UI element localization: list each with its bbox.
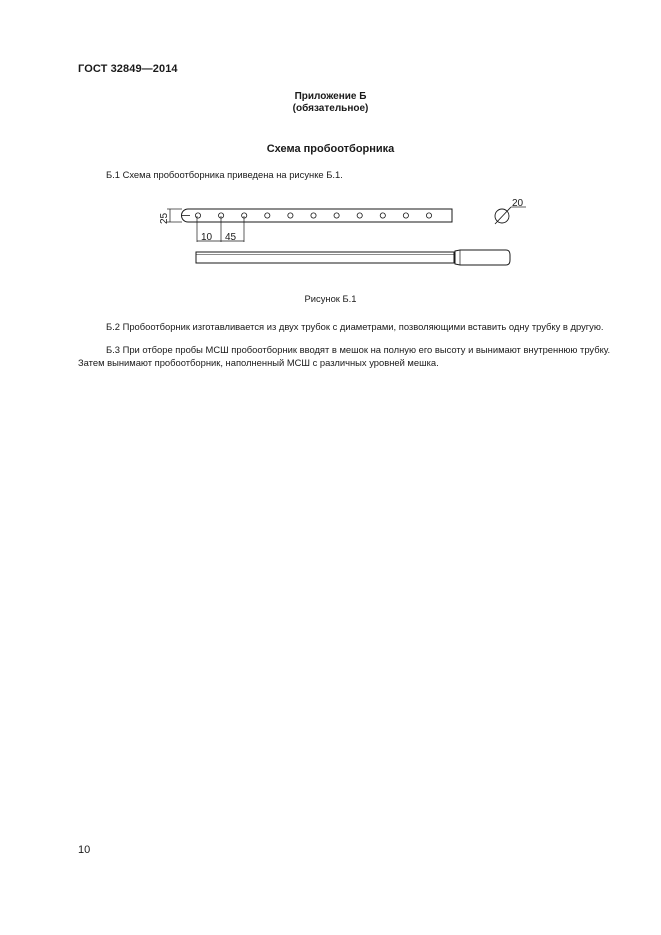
dim-first-hole-label: 10 [201,232,213,243]
paragraph-b1-text: Б.1 Схема пробоотборника приведена на рисунке Б.1. [106,169,343,180]
paragraph-b3-text: Б.3 При отборе пробы МСШ пробоотборник вводят в мешок на полную его высоту и вынимают внутреннюю трубку. Затем вынимают пробоотборник, наполненный МСШ с различных уровней мешка. [78,344,611,368]
inner-tube-handle [455,250,510,265]
section-title: Схема пробоотборника [266,143,395,155]
paragraph-b2-text: Б.2 Пробоотборник изготавливается из двух трубок с диаметрами, позволяющими вставить одну трубку в другую. [106,321,604,332]
dim-height-label: 25 [159,212,170,224]
tube-holes [195,213,431,218]
tube-hole [426,213,431,218]
outer-tube-outline [182,209,453,222]
document-standard-header: ГОСТ 32849—2014 [78,63,178,75]
figure-caption: Рисунок Б.1 [304,293,357,304]
tube-hole [357,213,362,218]
tube-hole [195,213,200,218]
tube-hole [403,213,408,218]
appendix-title: Приложение Б [294,91,367,102]
dim-spacing-label: 45 [225,232,237,243]
tube-hole [265,213,270,218]
tube-hole [380,213,385,218]
tube-hole [334,213,339,218]
dim-diameter-label: 20 [512,198,524,209]
paragraph-b2 [78,320,614,333]
sampler-figure [0,0,661,280]
tube-hole [288,213,293,218]
page-number: 10 [78,844,91,856]
appendix-subtitle: (обязательное) [292,103,369,114]
inner-tube [196,252,454,263]
tube-hole [311,213,316,218]
paragraph-b3 [78,343,614,369]
